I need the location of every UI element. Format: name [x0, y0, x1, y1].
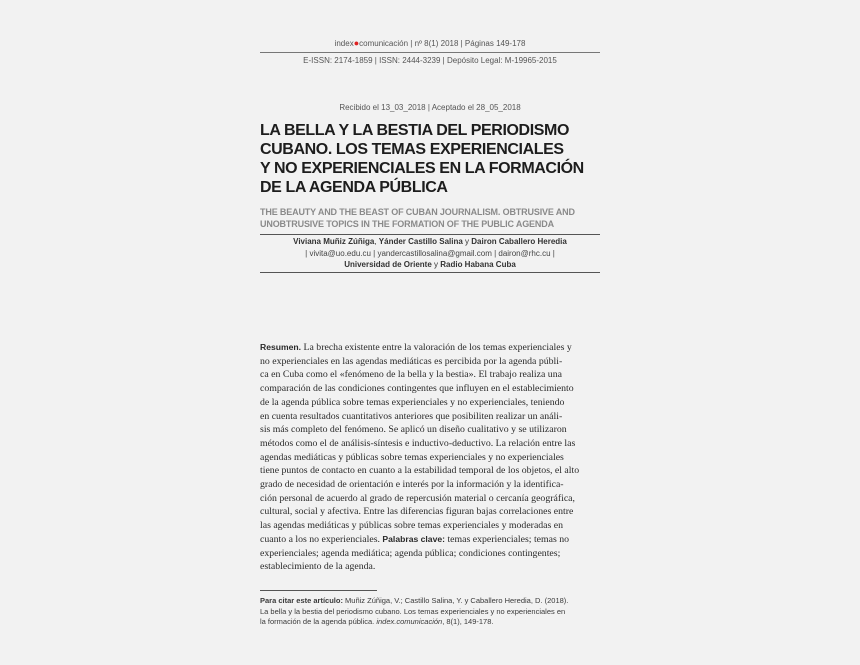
author-3: Dairon Caballero Heredia [471, 237, 567, 246]
authors-divider-bottom [260, 272, 600, 273]
abstract-line: de la agenda pública sobre temas experienciales y no experienciales, teniendo [260, 396, 565, 408]
keywords-line: experienciales; agenda mediática; agenda pública; condiciones contingentes; [260, 547, 561, 559]
journal-name-prefix: index [334, 39, 354, 48]
title-line: DE LA AGENDA PÚBLICA [260, 179, 448, 196]
citation-text: la formación de la agenda pública. [260, 617, 377, 626]
citation-text: Muñiz Zúñiga, V.; Castillo Salina, Y. y Caballero Heredia, D. (2018). [342, 596, 569, 605]
abstract-line: métodos como el de análisis-síntesis e inductivo-deductivo. La relación entre las [260, 437, 576, 449]
affiliation-1: Universidad de Oriente [344, 260, 432, 269]
author-2: Yánder Castillo Salina [378, 237, 463, 246]
abstract-line: sis más completo del fenómeno. Se aplicó un diseño cualitativo y se utilizaron [260, 424, 567, 436]
affiliations [260, 259, 600, 271]
journal-dot-icon: ● [353, 38, 360, 48]
author-1: Viviana Muñiz Zúñiga [293, 237, 375, 246]
abstract-line: las agendas mediáticas y públicas sobre temas experienciales y moderadas en [260, 520, 564, 532]
abstract-line: ción personal de acuerdo al grado de repercusión material o cercanía geográfica, [260, 492, 575, 504]
abstract-label: Resumen. [260, 342, 302, 352]
keywords-label: Palabras clave: [382, 533, 446, 544]
author-separator: y [462, 237, 472, 246]
received-date: Recibido el 13_03_2018 | Aceptado el 28_05_2018 [339, 103, 521, 112]
journal-name-suffix: comunicación [359, 39, 409, 48]
title-en-line: THE BEAUTY AND THE BEAST OF CUBAN JOURNALISM. OBTRUSIVE AND [260, 207, 575, 217]
header-divider [260, 52, 600, 53]
abstract-line: tiene puntos de contacto en cuanto a la estabilidad temporal de los objetos, el alto [260, 465, 580, 477]
citation-journal: index.comunicación [376, 617, 443, 626]
journal-header [260, 38, 600, 48]
affiliation-separator: y [431, 260, 441, 269]
abstract-line: grado de necesidad de orientación e interés por la información y la identifica- [260, 479, 564, 491]
abstract-line: cuanto a los no experienciales. [260, 533, 380, 545]
abstract-line: ca en Cuba como el «fenómeno de la bella y la bestia». El trabajo realiza una [260, 369, 562, 381]
authors-divider-top [260, 234, 600, 235]
title-english [260, 206, 605, 230]
citation [260, 596, 605, 628]
abstract-line: en cuenta resultados cuantitativos anteriores que posibiliten realizar un análi- [260, 410, 563, 422]
abstract-line: La brecha existente entre la valoración de los temas experienciales y [301, 342, 572, 353]
title-en-line: UNOBTRUSIVE TOPICS IN THE FORMATION OF THE PUBLIC AGENDA [260, 219, 554, 229]
abstract-line: no experienciales en las agendas mediáticas es percibida por la agenda públi- [260, 355, 563, 367]
issn-line: E-ISSN: 2174-1859 | ISSN: 2444-3239 | Depósito Legal: M-19965-2015 [303, 56, 557, 65]
keywords-line: establecimiento de la agenda. [260, 561, 376, 573]
citation-divider [260, 590, 377, 591]
citation-text: La bella y la bestia del periodismo cubano. Los temas experienciales y no experienciales en [260, 606, 566, 616]
keywords-text: temas experienciales; temas no [445, 533, 570, 545]
title-line: CUBANO. LOS TEMAS EXPERIENCIALES [260, 141, 564, 158]
author-separator: , [374, 237, 379, 246]
citation-label: Para citar este artículo: [260, 596, 343, 605]
abstract [260, 341, 602, 574]
author-emails: | vivita@uo.edu.cu | yandercastillosalina@gmail.com | dairon@rhc.cu | [305, 249, 555, 258]
journal-issue: | nº 8(1) 2018 | Páginas 149-178 [408, 39, 526, 48]
title-line: Y NO EXPERIENCIALES EN LA FORMACIÓN [260, 160, 584, 177]
abstract-line: comparación de las condiciones contingentes que influyen en el establecimiento [260, 383, 574, 395]
authors [260, 236, 600, 248]
title-spanish [260, 121, 605, 197]
abstract-line: cultural, social y afectiva. Entre las diferencias figuran bajas correlaciones entre [260, 506, 574, 518]
title-line: LA BELLA Y LA BESTIA DEL PERIODISMO [260, 122, 569, 139]
citation-text: , 8(1), 149-178. [442, 617, 494, 626]
affiliation-2: Radio Habana Cuba [440, 260, 516, 269]
abstract-line: agendas mediáticas y públicas sobre temas experienciales y no experienciales [260, 451, 564, 463]
